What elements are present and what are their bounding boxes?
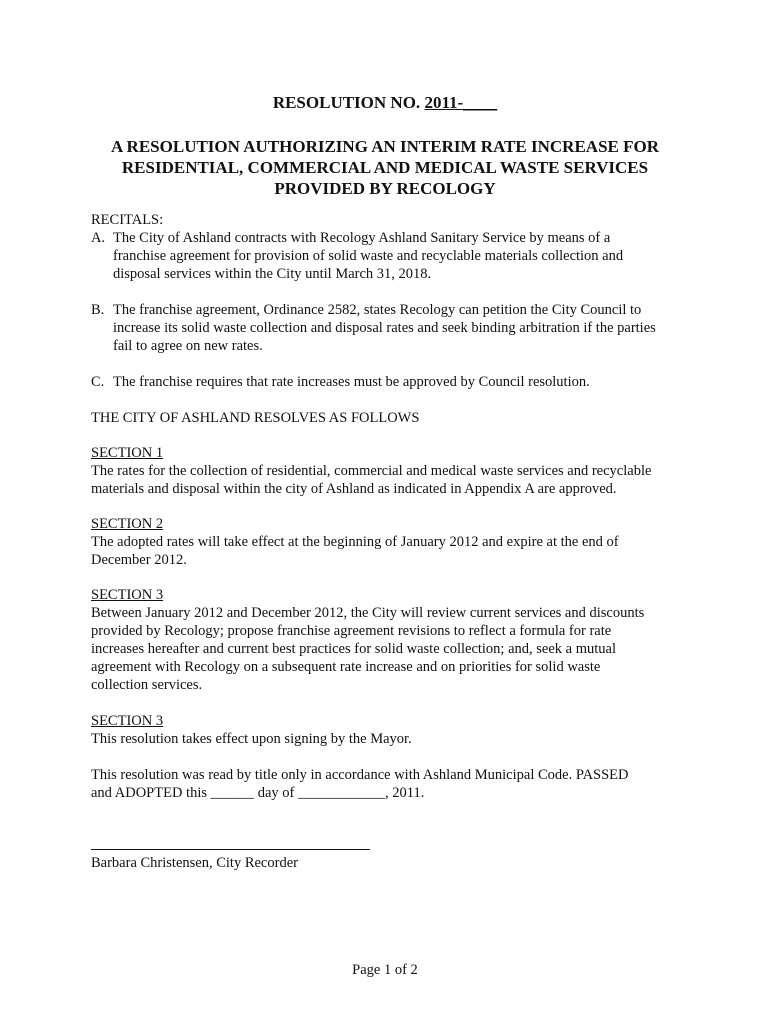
section-1-line1: The rates for the collection of residential, commercial and medical waste services and recyclable [91,463,652,479]
section-4-title: SECTION 3 [91,713,164,729]
recital-a-line2: franchise agreement for provision of solid waste and recyclable materials collection and [113,248,624,264]
recital-a-line3: disposal services within the City until March 31, 2018. [113,266,432,282]
section-3-line4: agreement with Recology on a subsequent rate increase and on priorities for solid waste [91,659,601,675]
resolution-heading-line3: PROVIDED BY RECOLOGY [274,179,496,198]
section-3-line1: Between January 2012 and December 2012, the City will review current services and discounts [91,605,645,621]
page-number: Page 1 of 2 [352,962,418,978]
section-2-line2: December 2012. [91,552,187,568]
passed-line1: This resolution was read by title only in accordance with Ashland Municipal Code. PASSED [91,767,629,783]
recitals-label: RECITALS: [91,212,164,228]
section-1-title: SECTION 1 [91,445,164,461]
resolution-title [0,92,770,113]
resolves-statement: THE CITY OF ASHLAND RESOLVES AS FOLLOWS [91,410,420,426]
section-1-line2: materials and disposal within the city of Ashland as indicated in Appendix A are approved. [91,481,617,497]
signature-name: Barbara Christensen, City Recorder [91,855,298,871]
recital-b-line1: The franchise agreement, Ordinance 2582, states Recology can petition the City Council to [113,302,642,318]
section-2-title: SECTION 2 [91,516,164,532]
resolution-heading-line2: RESIDENTIAL, COMMERCIAL AND MEDICAL WASTE SERVICES [121,158,649,177]
recital-b-line2: increase its solid waste collection and disposal rates and seek binding arbitration if the parties [113,320,656,336]
section-3-line2: provided by Recology; propose franchise agreement revisions to reflect a formula for rate [91,623,612,639]
recital-marker-b: B. [91,302,105,318]
resolution-heading-line1: A RESOLUTION AUTHORIZING AN INTERIM RATE INCREASE FOR [110,137,660,156]
recital-b-line3: fail to agree on new rates. [113,338,263,354]
section-3-line5: collection services. [91,677,203,693]
signature-line [91,849,370,850]
section-3-title: SECTION 3 [91,587,164,603]
section-3-line3: increases hereafter and current best practices for solid waste collection; and, seek a mutual [91,641,616,657]
recital-a-line1: The City of Ashland contracts with Recology Ashland Sanitary Service by means of a [113,230,611,246]
recital-marker-c: C. [91,374,105,390]
resolution-number: 2011-____ [424,93,498,112]
section-2-line1: The adopted rates will take effect at the beginning of January 2012 and expire at the end of [91,534,619,550]
section-4-line1: This resolution takes effect upon signing by the Mayor. [91,731,412,747]
recital-marker-a: A. [91,230,106,246]
passed-line2: and ADOPTED this ______ day of ____________, 2011. [91,785,425,801]
resolution-title-prefix: RESOLUTION NO. [272,93,425,112]
recital-c-line1: The franchise requires that rate increases must be approved by Council resolution. [113,374,590,390]
